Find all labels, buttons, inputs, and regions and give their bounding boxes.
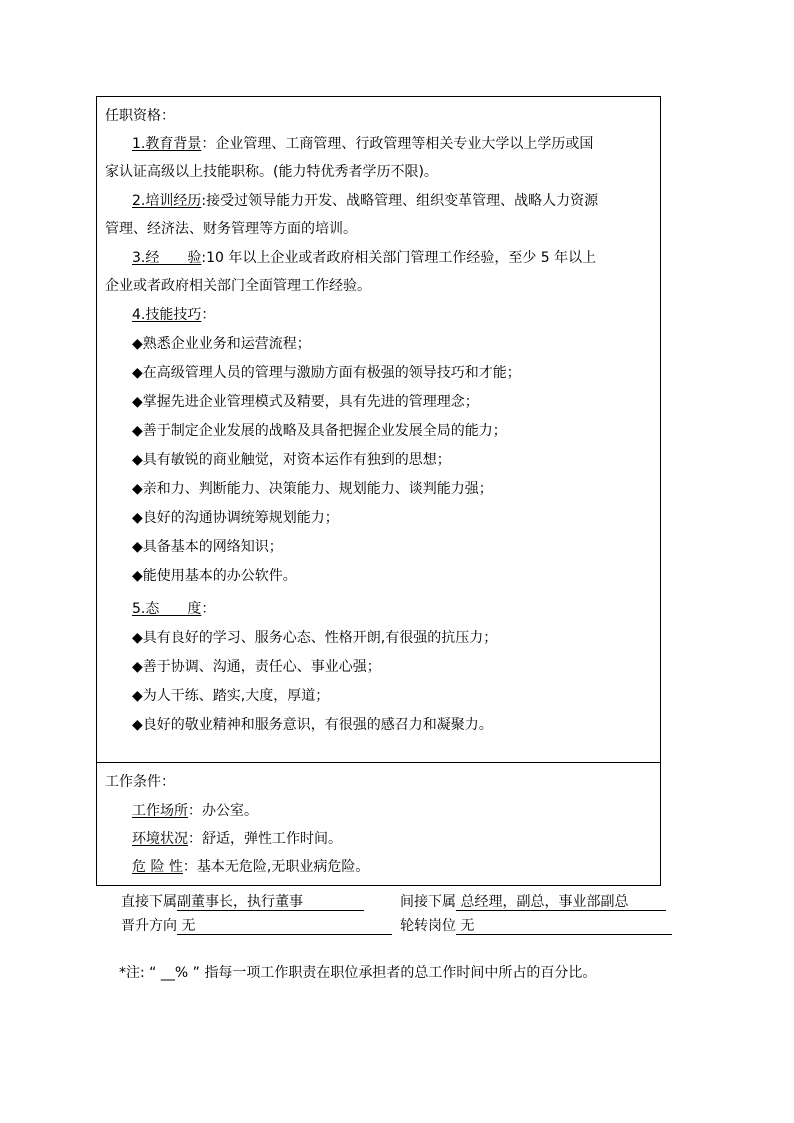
education-line-1	[132, 135, 593, 153]
skills-heading	[132, 306, 215, 324]
qualifications-heading: 任职资格：	[105, 108, 175, 124]
direct-subordinates-value: 副董事长，执行董事	[177, 894, 303, 910]
skill-item: ◆在高级管理人员的管理与激励方面有极强的领导技巧和才能；	[132, 365, 521, 381]
attitude-heading	[132, 600, 215, 618]
skill-item: ◆亲和力、判断能力、决策能力、规划能力、谈判能力强；	[132, 481, 493, 497]
environment-label: 环境状况	[132, 831, 188, 847]
promotion-field	[177, 917, 392, 935]
skills-label-suffix: ：	[201, 307, 216, 323]
training-line-2: 管理、经济法、财务管理等方面的培训。	[105, 221, 357, 237]
direct-subordinates-label: 直接下属	[121, 894, 177, 910]
education-text-1: ：企业管理、工商管理、行政管理等相关专业大学以上学历或国	[201, 136, 594, 152]
experience-line-2: 企业或者政府相关部门全面管理工作经验。	[105, 278, 371, 294]
attitude-label: 5.态 度	[132, 601, 202, 617]
skill-item: ◆熟悉企业业务和运营流程；	[132, 336, 311, 352]
training-line-1	[132, 192, 598, 210]
rotation-field	[456, 917, 672, 935]
attitude-item: ◆良好的敬业精神和服务意识，有很强的感召力和凝聚力。	[132, 717, 493, 733]
qualifications-section	[97, 97, 660, 763]
experience-text-1: :10 年以上企业或者政府相关部门管理工作经验，至少 5 年以上	[201, 250, 597, 266]
attitude-item: ◆为人干练、踏实,大度，厚道；	[132, 688, 330, 704]
promotion-label: 晋升方向	[121, 918, 177, 934]
experience-label: 3.经 验	[132, 250, 202, 266]
indirect-subordinates-label: 间接下属	[400, 894, 456, 910]
education-line-2: 家认证高级以上技能职称。(能力特优秀者学历不限)。	[105, 164, 438, 180]
experience-line-1	[132, 249, 596, 267]
skill-item: ◆良好的沟通协调统筹规划能力；	[132, 510, 339, 526]
danger-value: ：基本无危险,无职业病危险。	[182, 859, 370, 875]
attitude-item: ◆具有良好的学习、服务心态、性格开朗,有很强的抗压力；	[132, 630, 498, 646]
rotation-value: 无	[460, 918, 475, 934]
skills-label: 4.技能技巧	[132, 307, 202, 323]
job-requirements-table	[96, 96, 661, 886]
skill-item: ◆掌握先进企业管理模式及精要，具有先进的管理理念；	[132, 394, 479, 410]
education-label: 1.教育背景	[132, 136, 202, 152]
rotation-position	[400, 917, 672, 935]
direct-subordinates	[121, 893, 364, 911]
training-text-1: :接受过领导能力开发、战略管理、组织变革管理、战略人力资源	[201, 193, 599, 209]
danger-label: 危 险 性	[132, 859, 183, 875]
footnote: *注: “ __% ” 指每一项工作职责在职位承担者的总工作时间中所占的百分比。	[119, 965, 597, 981]
rotation-label: 轮转岗位	[400, 918, 456, 934]
indirect-subordinates-value: 总经理，副总，事业部副总	[460, 894, 629, 910]
attitude-label-suffix: ：	[201, 601, 216, 617]
skill-item: ◆能使用基本的办公软件。	[132, 568, 297, 584]
attitude-item: ◆善于协调、沟通，责任心、事业心强；	[132, 659, 381, 675]
danger	[132, 858, 369, 876]
promotion-value: 无	[181, 918, 196, 934]
conditions-section	[97, 763, 660, 885]
work-place-label: 工作场所	[132, 803, 188, 819]
indirect-subordinates-field	[456, 893, 666, 911]
environment	[132, 830, 342, 848]
indirect-subordinates	[400, 893, 666, 911]
promotion-direction	[121, 917, 392, 935]
environment-value: ：舒适，弹性工作时间。	[188, 831, 342, 847]
work-place	[132, 802, 258, 820]
work-place-value: ：办公室。	[188, 803, 258, 819]
conditions-heading: 工作条件：	[105, 774, 175, 790]
skill-item: ◆具备基本的网络知识；	[132, 539, 283, 555]
training-label: 2.培训经历	[132, 193, 202, 209]
skill-item: ◆具有敏锐的商业触觉，对资本运作有独到的思想；	[132, 452, 451, 468]
direct-subordinates-field	[177, 893, 364, 911]
skill-item: ◆善于制定企业发展的战略及具备把握企业发展全局的能力；	[132, 423, 507, 439]
